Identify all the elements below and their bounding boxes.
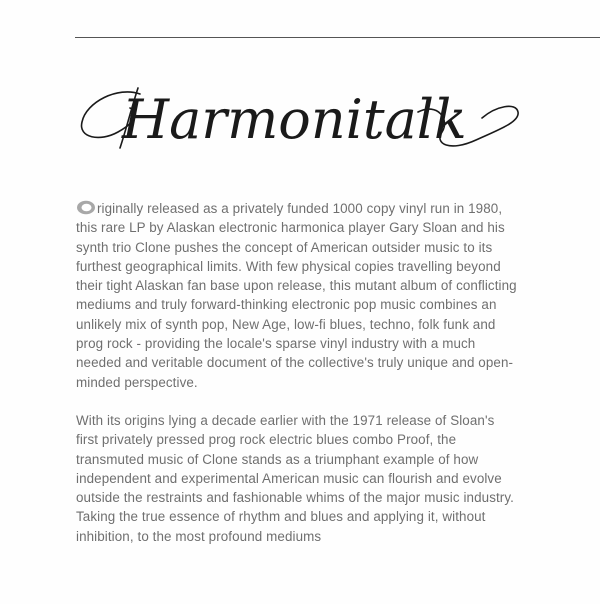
paragraph-2: With its origins lying a decade earlier with the 1971 release of Sloan's first privately pressed prog rock electric blues combo Proof, the transmuted music of Clone stands as a triumphant example of how independent and experimental American music can flourish and evolve outside the restraints and fashionable whims of the major music industry. Taking the true essence of rhythm and blues and applying it, without inhibition, to the most profound mediums — [76, 412, 514, 544]
article-body — [76, 199, 520, 565]
paragraph-1 — [76, 199, 520, 392]
title-logo — [78, 72, 523, 172]
page-title: Harmonitalk — [122, 88, 467, 151]
top-divider — [75, 37, 600, 38]
dropcap-o-icon — [76, 200, 96, 215]
paragraph-1-text: riginally released as a privately funded 1000 copy vinyl run in 1980, this rare LP by Alaskan electronic harmonica player Gary Sloan and his synth trio Clone pushes the concept of American outsider music to its furthest geographical limits. With few physical copies travelling beyond their tight Alaskan fan base upon release, this mutant album of conflicting mediums and truly forward-thinking electronic pop music combines an unlikely mix of synth pop, New Age, low-fi blues, techno, folk funk and prog rock - providing the locale's sparse vinyl industry with a much needed and veritable document of the collective's truly unique and open-minded perspective. — [76, 201, 517, 390]
